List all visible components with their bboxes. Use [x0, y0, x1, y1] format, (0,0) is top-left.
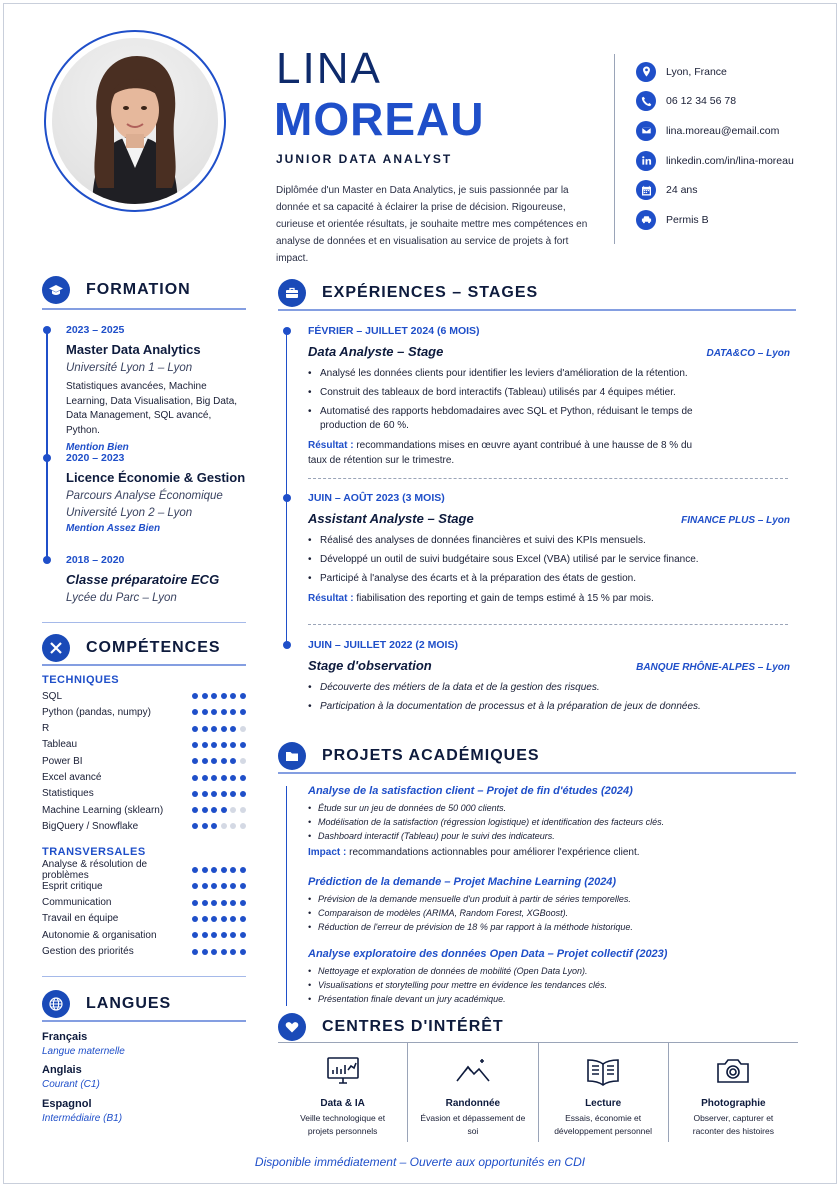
skill-row	[42, 927, 246, 943]
contact-linkedin[interactable]	[636, 146, 794, 176]
experience-bullet: • Développé un outil de suivi budgétaire sous Excel (VBA) utilisé par le service finance.	[308, 553, 728, 567]
skill-dot	[211, 867, 217, 873]
skill-row	[42, 737, 246, 753]
experience-bullet: • Construit des tableaux de bord interactifs (Tableau) utilisés par 4 équipes métier.	[308, 386, 728, 400]
project-impact-label: Impact :	[308, 847, 347, 858]
skill-dot	[192, 758, 198, 764]
skill-level-dots	[192, 949, 246, 955]
skill-dot	[202, 823, 208, 829]
formation-degree: Licence Économie & Gestion	[66, 470, 246, 485]
project-item	[308, 948, 788, 1006]
skill-dot	[192, 867, 198, 873]
interest-item	[538, 1043, 668, 1142]
formation-detail: Statistiques avancées, Machine Learning, Data Visualisation, Big Data, Data Management, SQL avancé, Python.	[66, 381, 238, 436]
skill-dot	[192, 900, 198, 906]
skill-dot	[192, 709, 198, 715]
skill-level-dots	[192, 791, 246, 797]
project-bullet: • Visualisations et storytelling pour mettre en évidence les tendances clés.	[308, 978, 788, 992]
experience-bullet: • Automatisé des rapports hebdomadaires avec SQL et Python, réduisant le temps de production de 60 %.	[308, 405, 728, 433]
timeline-dot	[283, 494, 291, 502]
tools-icon	[42, 634, 70, 662]
section-underline	[42, 664, 246, 666]
location-pin-icon	[636, 62, 656, 82]
section-underline	[278, 772, 796, 774]
contact-license	[636, 205, 794, 235]
skill-dot	[192, 742, 198, 748]
skill-row	[42, 818, 246, 834]
project-bullet: • Présentation finale devant un jury académique.	[308, 992, 788, 1006]
formation-timeline	[46, 328, 48, 560]
skill-dot	[211, 758, 217, 764]
skill-level-dots	[192, 726, 246, 732]
interest-item	[407, 1043, 537, 1142]
skill-dot	[221, 693, 227, 699]
skill-dot	[230, 791, 236, 797]
formation-years: 2018 – 2020	[66, 554, 125, 566]
skill-level-dots	[192, 900, 246, 906]
contact-list	[636, 57, 794, 235]
section-title-projets: PROJETS ACADÉMIQUES	[322, 747, 540, 764]
interest-item	[668, 1043, 798, 1142]
experience-company: BANQUE RHÔNE-ALPES – Lyon	[636, 662, 790, 673]
skill-dot	[221, 726, 227, 732]
mountain-icon	[455, 1055, 491, 1087]
project-bullet: • Étude sur un jeu de données de 50 000 clients.	[308, 801, 788, 815]
camera-icon	[715, 1055, 751, 1087]
phone-icon	[636, 91, 656, 111]
skill-level-dots	[192, 867, 246, 873]
skill-dot	[230, 916, 236, 922]
skill-dot	[221, 742, 227, 748]
skill-row	[42, 802, 246, 818]
experience-separator	[308, 478, 788, 479]
skill-dot	[211, 932, 217, 938]
skill-dot	[240, 900, 246, 906]
skills-category-techniques: TECHNIQUES	[42, 674, 120, 686]
section-header-projets	[278, 742, 540, 770]
skill-dot	[240, 823, 246, 829]
timeline-dot	[43, 326, 51, 334]
skill-name: Gestion des priorités	[42, 946, 134, 957]
skill-name: Statistiques	[42, 788, 94, 800]
skill-dot	[221, 900, 227, 906]
experience-company: DATA&CO – Lyon	[706, 348, 790, 359]
section-title-langues: LANGUES	[86, 995, 172, 1012]
skill-dot	[192, 775, 198, 781]
section-header-experiences	[278, 279, 538, 307]
experience-period: JUIN – AOÛT 2023 (3 MOIS)	[308, 492, 445, 504]
skill-dot	[192, 726, 198, 732]
skill-dot	[192, 916, 198, 922]
section-underline	[42, 1020, 246, 1022]
project-item	[308, 785, 788, 858]
skill-dot	[230, 758, 236, 764]
skill-level-dots	[192, 775, 246, 781]
skill-dot	[202, 807, 208, 813]
skill-dot	[211, 726, 217, 732]
availability-footer: Disponible immédiatement – Ouverte aux opportunités en CDI	[254, 1155, 586, 1169]
project-impact: recommandations actionnables pour améliorer l'expérience client.	[349, 847, 640, 858]
skill-level-dots	[192, 823, 246, 829]
language-level: Langue maternelle	[42, 1046, 125, 1057]
skill-name: Excel avancé	[42, 772, 102, 783]
skill-dot	[221, 807, 227, 813]
formation-years: 2020 – 2023	[66, 452, 125, 464]
interest-desc: Essais, économie et développement personnel	[554, 1113, 653, 1136]
skill-dot	[211, 883, 217, 889]
experience-period: JUIN – JUILLET 2022 (2 MOIS)	[308, 639, 458, 651]
skill-row	[42, 911, 246, 927]
section-divider	[42, 976, 246, 977]
last-name: MOREAU	[274, 93, 485, 145]
skill-dot	[211, 775, 217, 781]
profile-summary: Diplômée d'un Master en Data Analytics, je suis passionnée par la donnée et sa capacité à éclairer la prise de décision. Rigoureuse, curieuse et orientée résultats, je souhaite mettre mes compétences en analyse de données et en visualisation au service de projets à fort impact.	[276, 185, 588, 264]
timeline-dot	[283, 641, 291, 649]
experience-item	[308, 325, 790, 468]
experience-result-label: Résultat :	[308, 440, 354, 451]
skill-row	[42, 944, 246, 960]
skill-name: Python (pandas, numpy)	[42, 706, 151, 718]
skill-dot	[221, 775, 227, 781]
dashboard-chart-icon	[325, 1055, 361, 1087]
section-title-formation: FORMATION	[86, 281, 191, 298]
language-item	[42, 1098, 122, 1124]
skill-dot	[230, 823, 236, 829]
skill-dot	[211, 693, 217, 699]
formation-mention: Mention Bien	[66, 442, 129, 453]
timeline-dot	[43, 556, 51, 564]
contact-phone-text: 06 12 34 56 78	[666, 95, 737, 108]
first-name: LINA	[276, 44, 382, 93]
skill-dot	[202, 791, 208, 797]
section-divider	[42, 622, 246, 623]
skill-name: Esprit critique	[42, 880, 103, 892]
experience-bullet: • Participé à l'analyse des écarts et à la préparation des états de gestion.	[308, 572, 728, 586]
profile-photo	[52, 38, 218, 204]
email-icon	[636, 121, 656, 141]
skill-dot	[211, 807, 217, 813]
interest-desc: Veille technologique et projets personnels	[300, 1113, 386, 1136]
skill-level-dots	[192, 807, 246, 813]
section-title-competences: COMPÉTENCES	[86, 639, 221, 656]
skill-dot	[202, 758, 208, 764]
contact-location-text: Lyon, France	[666, 65, 727, 78]
skill-dot	[211, 823, 217, 829]
skill-dot	[192, 823, 198, 829]
project-bullet: • Dashboard interactif (Tableau) pour le suivi des indicateurs.	[308, 829, 788, 843]
experience-bullet: • Participation à la documentation de processus et à la préparation de jeux de données.	[308, 700, 768, 714]
skill-dot	[221, 758, 227, 764]
briefcase-icon	[278, 279, 306, 307]
skill-level-dots	[192, 758, 246, 764]
contact-email[interactable]	[636, 116, 794, 146]
skill-dot	[211, 709, 217, 715]
skill-dot	[211, 742, 217, 748]
language-item	[42, 1031, 125, 1057]
formation-track: Parcours Analyse Économique	[66, 490, 223, 502]
skill-dot	[230, 900, 236, 906]
heart-icon	[278, 1013, 306, 1041]
language-item	[42, 1064, 100, 1090]
graduation-cap-icon	[42, 276, 70, 304]
skill-name: SQL	[42, 690, 63, 702]
skill-level-dots	[192, 932, 246, 938]
project-bullet: • Comparaison de modèles (ARIMA, Random Forest, XGBoost).	[308, 906, 788, 920]
section-underline	[42, 308, 246, 310]
skill-dot	[221, 791, 227, 797]
formation-degree: Master Data Analytics	[66, 342, 201, 357]
formation-item	[66, 324, 246, 453]
calendar-icon	[636, 180, 656, 200]
skill-dot	[240, 867, 246, 873]
skill-dot	[192, 791, 198, 797]
experience-period: FÉVRIER – JUILLET 2024 (6 MOIS)	[308, 325, 480, 337]
interest-title: Lecture	[585, 1098, 622, 1109]
skill-dot	[211, 949, 217, 955]
project-title: Prédiction de la demande – Projet Machine Learning (2024)	[308, 876, 617, 888]
formation-school: Université Lyon 2 – Lyon	[66, 507, 193, 519]
interest-title: Randonnée	[445, 1098, 501, 1109]
interest-title: Data & IA	[320, 1098, 365, 1109]
contact-age-text: 24 ans	[666, 184, 698, 197]
formation-school: Université Lyon 1 – Lyon	[66, 362, 193, 374]
language-level: Intermédiaire (B1)	[42, 1113, 123, 1124]
skill-dot	[230, 775, 236, 781]
skill-dot	[240, 949, 246, 955]
skill-dot	[202, 775, 208, 781]
skill-level-dots	[192, 916, 246, 922]
contact-license-text: Permis B	[666, 213, 709, 226]
skill-dot	[240, 758, 246, 764]
skill-dot	[230, 693, 236, 699]
job-title: JUNIOR DATA ANALYST	[276, 152, 453, 166]
formation-mention: Mention Assez Bien	[66, 523, 161, 534]
skill-level-dots	[192, 883, 246, 889]
project-bullet: • Modélisation de la satisfaction (régression logistique) et identification des facteurs clés.	[308, 815, 788, 829]
skill-row	[42, 786, 246, 802]
skill-dot	[221, 916, 227, 922]
language-name: Français	[42, 1031, 88, 1043]
skill-row	[42, 704, 246, 720]
skill-dot	[221, 883, 227, 889]
skill-row	[42, 688, 246, 704]
skill-dot	[211, 916, 217, 922]
interests-row	[278, 1042, 798, 1142]
skill-name: Machine Learning (sklearn)	[42, 804, 164, 816]
skill-row	[42, 753, 246, 769]
experience-result: fiabilisation des reporting et gain de temps estimé à 15 % par mois.	[356, 593, 654, 604]
language-name: Anglais	[42, 1064, 82, 1076]
skill-dot	[221, 932, 227, 938]
project-item	[308, 876, 788, 934]
experience-timeline	[286, 328, 287, 643]
skill-name: Communication	[42, 897, 112, 909]
timeline-dot	[283, 327, 291, 335]
skill-dot	[202, 900, 208, 906]
experience-role: Assistant Analyste – Stage	[308, 511, 474, 526]
skill-row	[42, 878, 246, 894]
skill-dot	[240, 693, 246, 699]
skill-dot	[192, 932, 198, 938]
skill-dot	[202, 949, 208, 955]
interest-item	[278, 1043, 407, 1142]
experience-company: FINANCE PLUS – Lyon	[681, 515, 790, 526]
skill-dot	[221, 709, 227, 715]
skill-dot	[192, 807, 198, 813]
skill-name: Travail en équipe	[42, 913, 119, 925]
skills-category-transversales: TRANSVERSALES	[42, 846, 146, 858]
language-level: Courant (C1)	[42, 1079, 100, 1090]
skill-dot	[230, 726, 236, 732]
contact-location	[636, 57, 794, 87]
skill-dot	[240, 775, 246, 781]
skill-row	[42, 859, 246, 881]
skill-name: R	[42, 723, 50, 735]
skill-dot	[221, 823, 227, 829]
contact-phone[interactable]	[636, 87, 794, 117]
experience-bullet: • Analysé les données clients pour identifier les leviers d'amélioration de la rétention.	[308, 367, 728, 381]
skill-name: Analyse & résolution de problèmes	[42, 859, 148, 881]
contact-email-text: lina.moreau@email.com	[666, 124, 780, 137]
experience-bullet: • Découverte des métiers de la data et de la gestion des risques.	[308, 681, 728, 695]
project-bullet: • Prévision de la demande mensuelle d'un produit à partir de séries temporelles.	[308, 892, 788, 906]
skill-name: BigQuery / Snowflake	[42, 820, 139, 832]
open-book-icon	[585, 1055, 621, 1087]
skill-name: Autonomie & organisation	[42, 929, 157, 941]
linkedin-icon	[636, 151, 656, 171]
skill-dot	[230, 932, 236, 938]
folder-icon	[278, 742, 306, 770]
skill-dot	[202, 916, 208, 922]
section-header-langues	[42, 990, 171, 1018]
project-title: Analyse exploratoire des données Open Data – Projet collectif (2023)	[308, 948, 668, 960]
skill-dot	[192, 693, 198, 699]
skill-level-dots	[192, 709, 246, 715]
skill-dot	[202, 932, 208, 938]
skill-row	[42, 895, 246, 911]
skill-level-dots	[192, 693, 246, 699]
car-icon	[636, 210, 656, 230]
contact-age	[636, 175, 794, 205]
portrait-illustration-icon	[52, 38, 218, 204]
section-header-formation	[42, 276, 191, 304]
skill-dot	[221, 867, 227, 873]
skill-dot	[202, 726, 208, 732]
project-bullet: • Réduction de l'erreur de prévision de 18 % par rapport à la méthode historique.	[308, 920, 788, 934]
formation-school: Lycée du Parc – Lyon	[66, 592, 177, 604]
skill-dot	[211, 900, 217, 906]
experience-separator	[308, 624, 788, 625]
interest-desc: Observer, capturer et raconter des histoires	[692, 1113, 774, 1136]
skill-dot	[202, 883, 208, 889]
globe-icon	[42, 990, 70, 1018]
skill-dot	[240, 709, 246, 715]
skill-dot	[202, 742, 208, 748]
skill-dot	[230, 709, 236, 715]
skill-dot	[230, 867, 236, 873]
skill-dot	[240, 916, 246, 922]
skill-dot	[230, 883, 236, 889]
experience-result-label: Résultat :	[308, 593, 354, 604]
section-underline	[278, 309, 796, 311]
interest-desc: Évasion et dépassement de soi	[420, 1113, 526, 1136]
experience-result: recommandations mises en œuvre ayant contribué à une hausse de 8 % du taux de rétention sur le trimestre.	[308, 440, 693, 466]
projects-timeline	[286, 786, 287, 1006]
project-title: Analyse de la satisfaction client – Projet de fin d'études (2024)	[308, 785, 633, 797]
formation-degree: Classe préparatoire ECG	[66, 572, 220, 587]
skill-dot	[192, 883, 198, 889]
skill-dot	[230, 949, 236, 955]
formation-item	[66, 452, 245, 534]
experience-item	[308, 639, 790, 719]
skill-dot	[240, 791, 246, 797]
language-name: Espagnol	[42, 1098, 92, 1110]
skill-dot	[211, 791, 217, 797]
experience-role: Stage d'observation	[308, 658, 432, 673]
skill-dot	[240, 726, 246, 732]
experience-role: Data Analyste – Stage	[308, 344, 444, 359]
skill-dot	[202, 709, 208, 715]
skill-dot	[240, 883, 246, 889]
skill-dot	[230, 807, 236, 813]
timeline-dot	[43, 454, 51, 462]
skill-dot	[230, 742, 236, 748]
skill-dot	[221, 949, 227, 955]
skill-dot	[202, 693, 208, 699]
section-header-interets	[278, 1013, 504, 1041]
skill-dot	[240, 742, 246, 748]
section-title-interets: CENTRES D'INTÉRÊT	[322, 1018, 504, 1035]
skill-name: Tableau	[42, 739, 78, 751]
skill-dot	[202, 867, 208, 873]
section-title-experiences: EXPÉRIENCES – STAGES	[322, 284, 539, 301]
skill-row	[42, 721, 246, 737]
section-header-competences	[42, 634, 221, 662]
skill-dot	[192, 949, 198, 955]
skill-name: Power BI	[42, 755, 83, 767]
skill-dot	[240, 807, 246, 813]
experience-bullet: • Réalisé des analyses de données financières et suivi des KPIs mensuels.	[308, 534, 728, 548]
skill-row	[42, 770, 246, 786]
contact-linkedin-text: linkedin.com/in/lina-moreau	[666, 154, 794, 167]
skill-level-dots	[192, 742, 246, 748]
header-divider	[614, 54, 615, 244]
experience-item	[308, 492, 790, 606]
interest-title: Photographie	[701, 1098, 766, 1109]
formation-years: 2023 – 2025	[66, 324, 125, 336]
skill-dot	[240, 932, 246, 938]
project-bullet: • Nettoyage et exploration de données de mobilité (Open Data Lyon).	[308, 964, 788, 978]
formation-item	[66, 554, 219, 604]
